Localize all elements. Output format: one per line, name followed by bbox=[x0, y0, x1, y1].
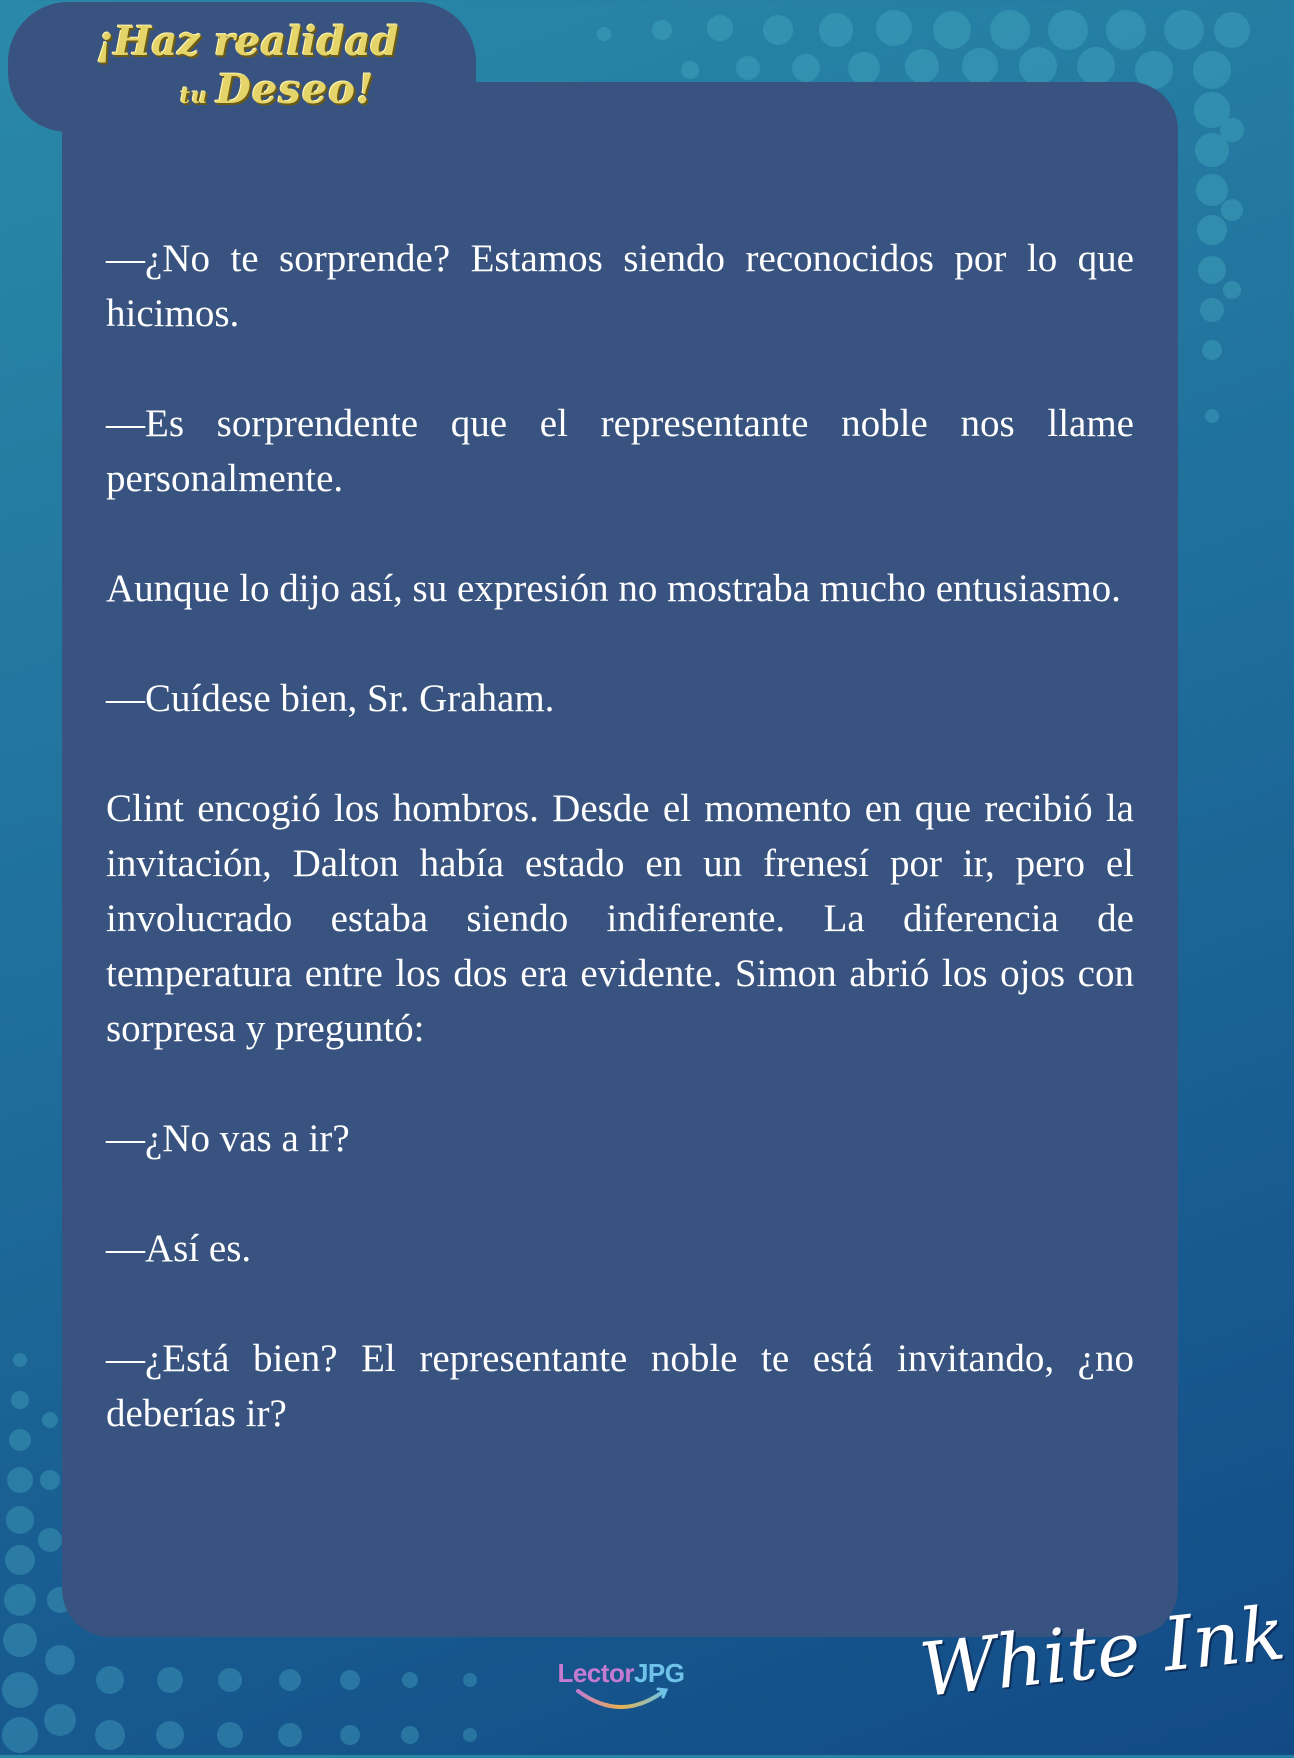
paragraph: Clint encogió los hombros. Desde el momento en que recibió la invitación, Dalton había estado en un frenesí por ir, pero el involucrado estaba siendo indiferente. La diferencia de temperatura entre los dos era evidente. Simon abrió los ojos con sorpresa y preguntó: bbox=[106, 787, 1134, 1050]
paragraph: —¿Está bien? El representante noble te está invitando, ¿no deberías ir? bbox=[106, 1337, 1134, 1435]
logo-line-2-small: tu bbox=[180, 83, 209, 109]
paragraph: —Así es. bbox=[106, 1227, 252, 1270]
paragraph: —¿No vas a ir? bbox=[106, 1117, 350, 1160]
paragraph: —¿No te sorprende? Estamos siendo reconocidos por lo que hicimos. bbox=[106, 237, 1134, 335]
logo-line-2 bbox=[180, 66, 375, 113]
white-ink-signature: White Ink bbox=[915, 1590, 1290, 1714]
lectorjpg-watermark bbox=[546, 1658, 696, 1715]
logo-line-1: ¡Haz realidad bbox=[96, 18, 399, 65]
logo bbox=[96, 18, 399, 118]
page-text bbox=[106, 231, 1134, 1496]
smile-arc-icon bbox=[566, 1685, 676, 1715]
watermark-text-part1: Lector bbox=[557, 1658, 634, 1688]
paragraph: Aunque lo dijo así, su expresión no mostraba mucho entusiasmo. bbox=[106, 567, 1121, 610]
paragraph: —Cuídese bien, Sr. Graham. bbox=[106, 677, 555, 720]
paragraph: —Es sorprendente que el representante noble nos llame personalmente. bbox=[106, 402, 1134, 500]
logo-line-2-main: Deseo! bbox=[216, 66, 375, 113]
watermark-text-part2: JPG bbox=[633, 1658, 685, 1688]
